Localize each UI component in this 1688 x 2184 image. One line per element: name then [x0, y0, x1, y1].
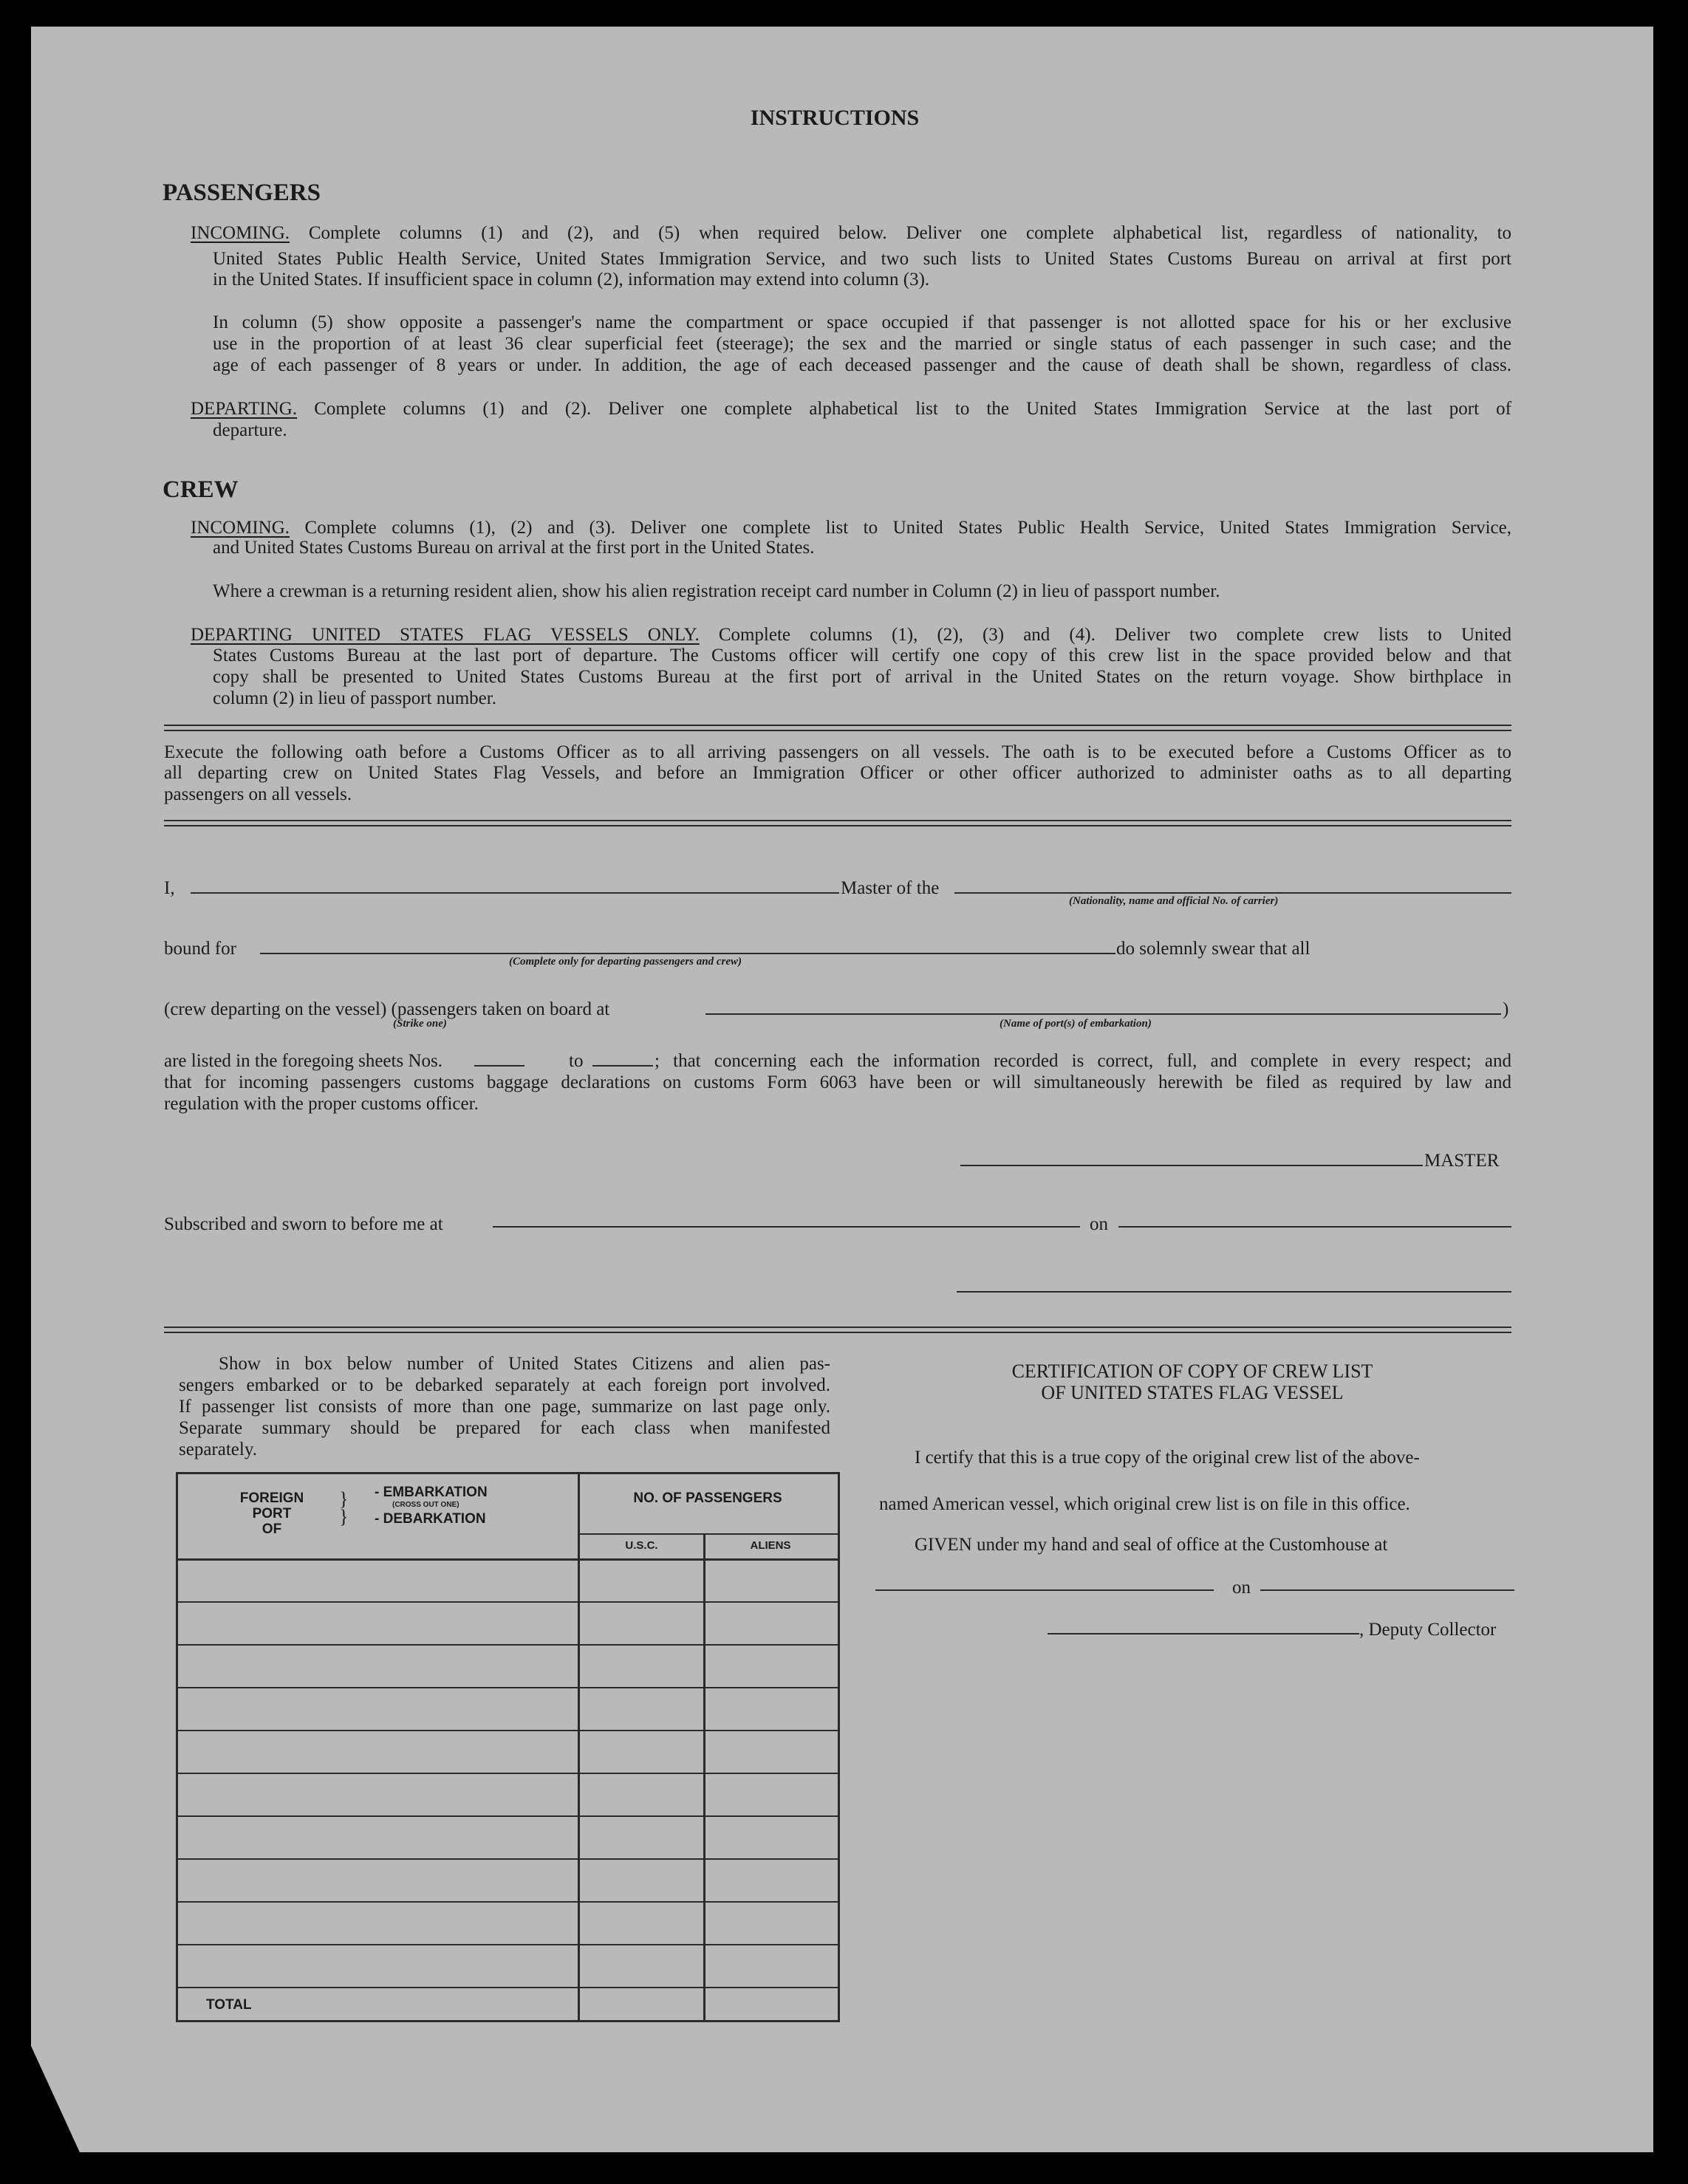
- sheets-text-b: ; that concerning each the information recorded is correct, full, and complete in every respect; and: [655, 1051, 1511, 1071]
- passenger-summary-table: [176, 1472, 840, 2022]
- sheet-to-field[interactable]: [592, 1065, 653, 1067]
- oath-line: that for incoming passengers customs baggage declarations on customs Form 6063 have been or will simultaneously herewith be filed as required by law and: [164, 1072, 1511, 1092]
- total-label: TOTAL: [206, 1997, 252, 2013]
- passengers-incoming-line: [191, 222, 1511, 244]
- no-passengers-header: NO. OF PASSENGERS: [633, 1490, 782, 1506]
- master-signature-field[interactable]: [960, 1165, 1423, 1166]
- summary-line: Show in box below number of United States Citizens and alien pas-: [219, 1354, 830, 1374]
- crew-departing-label: DEPARTING UNITED STATES FLAG VESSELS ONLY.: [191, 625, 700, 645]
- crew-incoming-text: Complete columns (1), (2) and (3). Deliver one complete list to United States Public Health Service, United States Immigration Service,: [304, 518, 1511, 538]
- summary-line: sengers embarked or to be debarked separately at each foreign port involved.: [179, 1375, 830, 1395]
- summary-line: Separate summary should be prepared for each class when manifested: [179, 1418, 830, 1438]
- debarkation-label: - DEBARKATION: [375, 1511, 486, 1527]
- port-label: PORT: [252, 1506, 292, 1521]
- certification-title: OF UNITED STATES FLAG VESSEL: [1041, 1382, 1344, 1403]
- usc-header: U.S.C.: [625, 1539, 658, 1552]
- table-row[interactable]: [178, 1687, 838, 1688]
- crew-incoming-line: [191, 517, 1511, 538]
- table-divider: [578, 1533, 838, 1535]
- summary-line: separately.: [179, 1440, 257, 1459]
- certification-line: GIVEN under my hand and seal of office at the Customhouse at: [915, 1535, 1388, 1555]
- sheets-to: to: [569, 1051, 584, 1071]
- table-row[interactable]: [178, 1730, 838, 1731]
- passengers-incoming-text: Complete columns (1) and (2), and (5) when required below. Deliver one complete alphabetical list, regardless of nationality, to: [308, 223, 1512, 243]
- master-of-label: Master of the: [841, 878, 940, 898]
- double-rule: [164, 725, 1511, 731]
- table-row[interactable]: [178, 1987, 838, 1988]
- table-divider: [703, 1533, 705, 2020]
- of-label: OF: [262, 1521, 282, 1537]
- close-paren: ): [1503, 999, 1509, 1019]
- bound-for-label: bound for: [164, 939, 236, 959]
- oath-line: regulation with the proper customs officer.: [164, 1094, 479, 1114]
- crew-departing-line: column (2) in lieu of passport number.: [213, 688, 496, 708]
- master-name-field[interactable]: [191, 892, 839, 894]
- double-rule: [164, 820, 1511, 826]
- table-row[interactable]: [178, 1815, 838, 1817]
- master-label: MASTER: [1424, 1151, 1500, 1171]
- aliens-header: ALIENS: [750, 1539, 791, 1552]
- certification-line: I certify that this is a true copy of the original crew list of the above-: [915, 1448, 1420, 1468]
- passengers-incoming-label: INCOMING.: [191, 223, 290, 243]
- strike-one-caption: (Strike one): [393, 1018, 447, 1030]
- complete-only-caption: (Complete only for departing passengers and crew): [509, 956, 742, 968]
- oath-note-line: passengers on all vessels.: [164, 784, 352, 804]
- crew-departing-text: Complete columns (1), (2), (3) and (4). Deliver two complete crew lists to United: [718, 625, 1511, 645]
- passengers-departing-line: [191, 398, 1511, 420]
- sworn-place-field[interactable]: [493, 1226, 1080, 1228]
- passengers-departing-line: departure.: [213, 420, 287, 440]
- crew-incoming-line: and United States Customs Bureau on arrival at the first port in the United States.: [213, 538, 815, 558]
- sheet-from-field[interactable]: [474, 1065, 524, 1067]
- customhouse-field[interactable]: [875, 1589, 1214, 1591]
- table-row[interactable]: [178, 1944, 838, 1945]
- passengers-incoming-line: in the United States. If insufficient space in column (2), information may extend into column (3).: [213, 270, 930, 290]
- crew-passengers-text: (crew departing on the vessel) (passengers taken on board at: [164, 999, 610, 1019]
- deputy-collector-label: , Deputy Collector: [1359, 1620, 1497, 1640]
- ports-caption: (Name of port(s) of embarkation): [1000, 1018, 1152, 1030]
- certification-line: named American vessel, which original crew list is on file in this office.: [879, 1494, 1410, 1514]
- subscribed-label: Subscribed and sworn to before me at: [164, 1214, 443, 1234]
- certification-date-field[interactable]: [1260, 1589, 1514, 1591]
- double-rule: [164, 1327, 1511, 1333]
- column5-line: age of each passenger of 8 years or under. In addition, the age of each deceased passenger and the cause of death shall be shown, regardless of class.: [213, 355, 1511, 375]
- carrier-field[interactable]: [954, 892, 1511, 894]
- officer-signature-field[interactable]: [957, 1291, 1511, 1293]
- passengers-heading: PASSENGERS: [163, 179, 321, 206]
- sworn-on-label: on: [1090, 1214, 1108, 1234]
- summary-line: If passenger list consists of more than one page, summarize on last page only.: [179, 1397, 830, 1417]
- header-rule: [178, 1558, 838, 1561]
- nationality-caption: (Nationality, name and official No. of carrier): [1069, 895, 1279, 907]
- table-row[interactable]: [178, 1601, 838, 1603]
- oath-note-line: Execute the following oath before a Customs Officer as to all arriving passengers on all vessels. The oath is to be executed before a Customs Officer as to: [164, 742, 1511, 762]
- table-divider: [578, 1474, 580, 2020]
- foreign-port-label: [231, 1490, 312, 1537]
- crew-incoming-label: INCOMING.: [191, 518, 290, 538]
- embarkation-label: - EMBARKATION: [375, 1485, 488, 1500]
- foreign-label: FOREIGN: [239, 1490, 304, 1506]
- crew-departing-line: States Customs Bureau at the last port of departure. The Customs officer will certify one copy of this crew list in the space provided below and that: [213, 646, 1511, 665]
- crew-departing-line: copy shall be presented to United States Customs Bureau at the first port of arrival in the United States on the return voyage. Show birthplace in: [213, 667, 1511, 687]
- table-row[interactable]: [178, 1901, 838, 1903]
- oath-note-line: all departing crew on United States Flag Vessels, and before an Immigration Officer or other officer authorized to administer oaths as to all departing: [164, 763, 1511, 783]
- embarkation-ports-field[interactable]: [705, 1013, 1501, 1015]
- sworn-date-field[interactable]: [1118, 1226, 1511, 1228]
- page-title: INSTRUCTIONS: [750, 106, 920, 130]
- deputy-signature-field[interactable]: [1048, 1633, 1359, 1634]
- crew-resident-note: Where a crewman is a returning resident alien, show his alien registration receipt card number in Column (2) in lieu of passport number.: [213, 581, 1220, 601]
- passengers-departing-label: DEPARTING.: [191, 399, 298, 419]
- certification-on-label: on: [1232, 1578, 1251, 1598]
- certification-title: CERTIFICATION OF COPY OF CREW LIST: [1011, 1360, 1373, 1382]
- crew-departing-line: [191, 624, 1511, 646]
- column5-line: use in the proportion of at least 36 clear superficial feet (steerage); the sex and the married or single status of each passenger in such case; and the: [213, 334, 1511, 354]
- table-row[interactable]: [178, 1773, 838, 1774]
- table-row[interactable]: [178, 1644, 838, 1646]
- table-row[interactable]: [178, 1858, 838, 1860]
- swear-text: do solemnly swear that all: [1116, 939, 1311, 959]
- destination-field[interactable]: [260, 953, 1115, 954]
- crew-heading: CREW: [163, 476, 239, 503]
- column5-line: In column (5) show opposite a passenger's name the compartment or space occupied if that passenger is not allotted space for his or her exclusive: [213, 312, 1511, 332]
- oath-i: I,: [164, 878, 175, 898]
- sheets-text-a: are listed in the foregoing sheets Nos.: [164, 1051, 442, 1071]
- passengers-incoming-line: United States Public Health Service, United States Immigration Service, and two such lists to United States Customs Bureau on arrival at first port: [213, 249, 1511, 269]
- cross-out-note: (CROSS OUT ONE): [392, 1501, 459, 1509]
- brace-icon: } }: [339, 1488, 349, 1527]
- passengers-departing-text: Complete columns (1) and (2). Deliver one complete alphabetical list to the United States Immigration Service at the last port of: [314, 399, 1511, 419]
